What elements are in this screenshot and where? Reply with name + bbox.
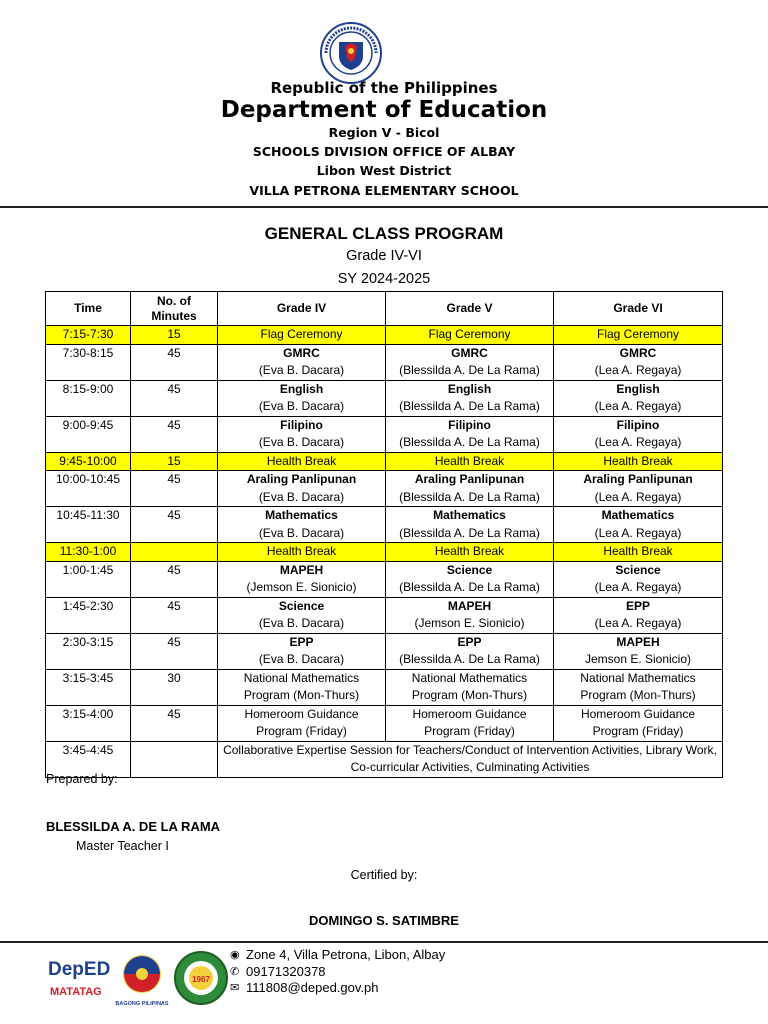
subject-name: English <box>616 381 660 396</box>
school-name: VILLA PETRONA ELEMENTARY SCHOOL <box>249 183 519 198</box>
teacher-name: (Lea A. Regaya) <box>594 363 682 377</box>
school-year: SY 2024-2025 <box>337 271 431 287</box>
subject-cell-g4 <box>218 561 386 597</box>
teacher-name: (Blessilda A. De La Rama) <box>399 435 540 449</box>
subject-cell-g4 <box>218 380 386 416</box>
table-row <box>46 452 723 471</box>
subject-cell-g5 <box>386 597 554 633</box>
time-cell: 10:45-11:30 <box>46 507 131 543</box>
subject-name: Araling Panlipunan <box>246 472 357 486</box>
teacher-name: Jemson E. Sionicio) <box>584 652 692 666</box>
subject-cell-g6: Health Break <box>554 452 723 471</box>
minutes-cell: 45 <box>131 416 218 452</box>
subject-cell-g5: Health Break <box>386 452 554 471</box>
document-title: GENERAL CLASS PROGRAM <box>264 224 504 243</box>
subject-name: GMRC <box>451 345 488 360</box>
minutes-cell: 45 <box>131 705 218 741</box>
subject-cell-g4 <box>218 344 386 380</box>
subject-name: Science <box>446 562 493 577</box>
footer-logos <box>44 947 228 1011</box>
teacher-name: (Eva B. Dacara) <box>258 435 345 449</box>
minutes-cell: 15 <box>131 452 218 471</box>
class-program-table <box>45 291 723 778</box>
grade-range: Grade IV-VI <box>346 248 422 264</box>
matatag-logo-text: MATATAG <box>50 986 102 998</box>
table-row <box>46 669 723 705</box>
table-row <box>46 380 723 416</box>
subject-cell-g4: Health Break <box>218 543 386 562</box>
minutes-cell: 15 <box>131 326 218 345</box>
teacher-name: (Blessilda A. De La Rama) <box>399 652 540 666</box>
subject-cell-g6 <box>554 416 723 452</box>
subject-cell-g6 <box>554 633 723 669</box>
teacher-name: (Blessilda A. De La Rama) <box>399 489 540 504</box>
subject-name: English <box>447 381 492 396</box>
table-row <box>46 633 723 669</box>
subject-name: Filipino <box>280 417 323 432</box>
subject-cell-g6 <box>554 344 723 380</box>
district-name: Libon West District <box>316 163 452 178</box>
certified-by-label: Certified by: <box>350 868 418 882</box>
subject-cell-g6 <box>554 561 723 597</box>
contact-email-row <box>230 980 445 997</box>
subject-name: Mathematics <box>433 508 506 522</box>
subject-cell-g5: Health Break <box>386 543 554 562</box>
subject-name: EPP <box>457 634 482 649</box>
teacher-name: (Lea A. Regaya) <box>594 580 682 594</box>
minutes-cell: 45 <box>131 507 218 543</box>
table-row <box>46 561 723 597</box>
teacher-name: (Blessilda A. De La Rama) <box>399 399 540 413</box>
subject-cell-g6: Flag Ceremony <box>554 326 723 345</box>
email-icon: ✉ <box>230 982 240 994</box>
teacher-name: (Eva B. Dacara) <box>258 525 345 540</box>
time-cell: 7:15-7:30 <box>46 326 131 345</box>
minutes-cell: 45 <box>131 380 218 416</box>
footer-divider <box>0 941 768 943</box>
deped-logo-text: DepED <box>48 959 111 980</box>
table-row <box>46 507 723 543</box>
division-name: SCHOOLS DIVISION OFFICE OF ALBAY <box>252 144 516 159</box>
teacher-name: (Jemson E. Sionicio) <box>246 580 357 594</box>
teacher-name: (Jemson E. Sionicio) <box>414 616 525 630</box>
subject-name: GMRC <box>283 345 320 360</box>
subject-name: EPP <box>289 634 314 649</box>
table-row <box>46 705 723 741</box>
subject-cell-g4 <box>218 597 386 633</box>
minutes-cell: 45 <box>131 633 218 669</box>
header-grade-iv: Grade IV <box>218 292 386 326</box>
subject-cell-g5 <box>386 633 554 669</box>
time-cell: 9:45-10:00 <box>46 452 131 471</box>
subject-name: GMRC <box>619 345 657 360</box>
time-cell: 1:45-2:30 <box>46 597 131 633</box>
time-cell: 9:00-9:45 <box>46 416 131 452</box>
prepared-by-label: Prepared by: <box>46 772 118 786</box>
minutes-cell <box>131 741 218 777</box>
teacher-name: (Eva B. Dacara) <box>258 652 345 666</box>
header-minutes: No. of Minutes <box>131 292 218 326</box>
minutes-cell: 45 <box>131 561 218 597</box>
school-seal-year: 1967 <box>192 975 210 984</box>
contact-phone-row <box>230 964 445 981</box>
certifier-name: DOMINGO S. SATIMBRE <box>309 913 459 928</box>
subject-cell-g5: Homeroom Guidance Program (Friday) <box>386 705 554 741</box>
school-seal-logo <box>175 952 227 1004</box>
contact-email: 111808@deped.gov.ph <box>246 980 379 995</box>
teacher-name: (Lea A. Regaya) <box>594 435 682 449</box>
country-name: Republic of the Philippines <box>270 79 498 97</box>
subject-cell-g5: National Mathematics Program (Mon-Thurs) <box>386 669 554 705</box>
minutes-cell: 45 <box>131 471 218 507</box>
subject-name: Filipino <box>448 417 491 432</box>
table-row <box>46 543 723 562</box>
contact-phone: 09171320378 <box>246 963 326 979</box>
subject-name: Science <box>278 598 325 613</box>
deped-matatag-logo <box>48 959 114 998</box>
time-cell: 10:00-10:45 <box>46 471 131 507</box>
subject-cell-g5 <box>386 416 554 452</box>
time-cell: 2:30-3:15 <box>46 633 131 669</box>
teacher-name: (Lea A. Regaya) <box>594 525 682 540</box>
subject-cell-g5 <box>386 471 554 507</box>
contact-info <box>230 947 445 997</box>
teacher-name: (Blessilda A. De La Rama) <box>399 363 540 377</box>
teacher-name: (Lea A. Regaya) <box>594 399 682 413</box>
subject-cell-g5 <box>386 380 554 416</box>
subject-cell-g5: Flag Ceremony <box>386 326 554 345</box>
time-cell: 11:30-1:00 <box>46 543 131 562</box>
contact-address-row <box>230 947 445 964</box>
subject-cell-g6: Homeroom Guidance Program (Friday) <box>554 705 723 741</box>
minutes-cell <box>131 543 218 562</box>
subject-name: Mathematics <box>601 508 675 522</box>
deped-seal-logo <box>320 22 382 84</box>
subject-name: Araling Panlipunan <box>583 472 693 486</box>
teacher-name: (Blessilda A. De La Rama) <box>399 580 540 594</box>
time-cell: 7:30-8:15 <box>46 344 131 380</box>
subject-cell-g4 <box>218 633 386 669</box>
subject-name: Science <box>615 562 661 577</box>
teacher-name: (Eva B. Dacara) <box>258 399 345 413</box>
time-cell: 3:45-4:45 <box>46 741 131 777</box>
subject-cell-g5 <box>386 561 554 597</box>
time-cell: 3:15-4:00 <box>46 705 131 741</box>
subject-cell-g4: National Mathematics Program (Mon-Thurs) <box>218 669 386 705</box>
subject-cell-g6 <box>554 597 723 633</box>
subject-name: English <box>279 381 324 396</box>
subject-cell-g4 <box>218 507 386 543</box>
region-name: Region V - Bicol <box>328 125 440 140</box>
table-row <box>46 471 723 507</box>
subject-cell-g4: Health Break <box>218 452 386 471</box>
header-time: Time <box>46 292 131 326</box>
teacher-name: (Eva B. Dacara) <box>258 363 345 377</box>
subject-name: Filipino <box>616 417 660 432</box>
time-cell: 1:00-1:45 <box>46 561 131 597</box>
subject-cell-g5 <box>386 344 554 380</box>
subject-name: Araling Panlipunan <box>414 472 525 486</box>
subject-name: MAPEH <box>279 562 324 577</box>
minutes-cell: 30 <box>131 669 218 705</box>
subject-cell-g5 <box>386 507 554 543</box>
teacher-name: (Lea A. Regaya) <box>594 616 682 630</box>
teacher-name: (Blessilda A. De La Rama) <box>399 525 540 540</box>
subject-cell-g6: National Mathematics Program (Mon-Thurs) <box>554 669 723 705</box>
header-divider <box>0 206 768 208</box>
location-pin-icon: ◉ <box>230 949 240 961</box>
subject-name: MAPEH <box>616 634 660 649</box>
time-cell: 3:15-3:45 <box>46 669 131 705</box>
header-grade-vi: Grade VI <box>554 292 723 326</box>
subject-cell-g6 <box>554 507 723 543</box>
subject-cell-g6 <box>554 471 723 507</box>
subject-name: MAPEH <box>447 598 492 613</box>
teacher-name: (Lea A. Regaya) <box>594 489 682 504</box>
teacher-name: (Eva B. Dacara) <box>258 616 345 630</box>
bagong-pilipinas-caption: BAGONG PILIPINAS <box>115 1001 169 1007</box>
department-name: Department of Education <box>220 97 548 123</box>
table-body <box>46 326 723 778</box>
subject-name: EPP <box>625 598 650 613</box>
preparer-position: Master Teacher I <box>76 839 169 853</box>
subject-cell-g4 <box>218 471 386 507</box>
table-row <box>46 741 723 777</box>
subject-cell-g4: Flag Ceremony <box>218 326 386 345</box>
table-row <box>46 416 723 452</box>
table-row <box>46 344 723 380</box>
phone-icon: ✆ <box>230 965 240 978</box>
minutes-cell: 45 <box>131 344 218 380</box>
table-header-row <box>46 292 723 326</box>
subject-cell-g4: Homeroom Guidance Program (Friday) <box>218 705 386 741</box>
table-row <box>46 326 723 345</box>
subject-cell-g6: Health Break <box>554 543 723 562</box>
time-cell: 8:15-9:00 <box>46 380 131 416</box>
merged-activity-cell: Collaborative Expertise Session for Teachers/Conduct of Intervention Activities, Library Work, Co-curricular Activities, Culminating Activities <box>218 741 723 777</box>
header-grade-v: Grade V <box>386 292 554 326</box>
subject-cell-g6 <box>554 380 723 416</box>
minutes-cell: 45 <box>131 597 218 633</box>
teacher-name: (Eva B. Dacara) <box>258 489 345 504</box>
bagong-pilipinas-logo <box>115 955 169 1007</box>
subject-cell-g4 <box>218 416 386 452</box>
preparer-name: BLESSILDA A. DE LA RAMA <box>46 819 221 834</box>
table-row <box>46 597 723 633</box>
subject-name: Mathematics <box>265 508 338 522</box>
contact-address: Zone 4, Villa Petrona, Libon, Albay <box>246 947 446 962</box>
